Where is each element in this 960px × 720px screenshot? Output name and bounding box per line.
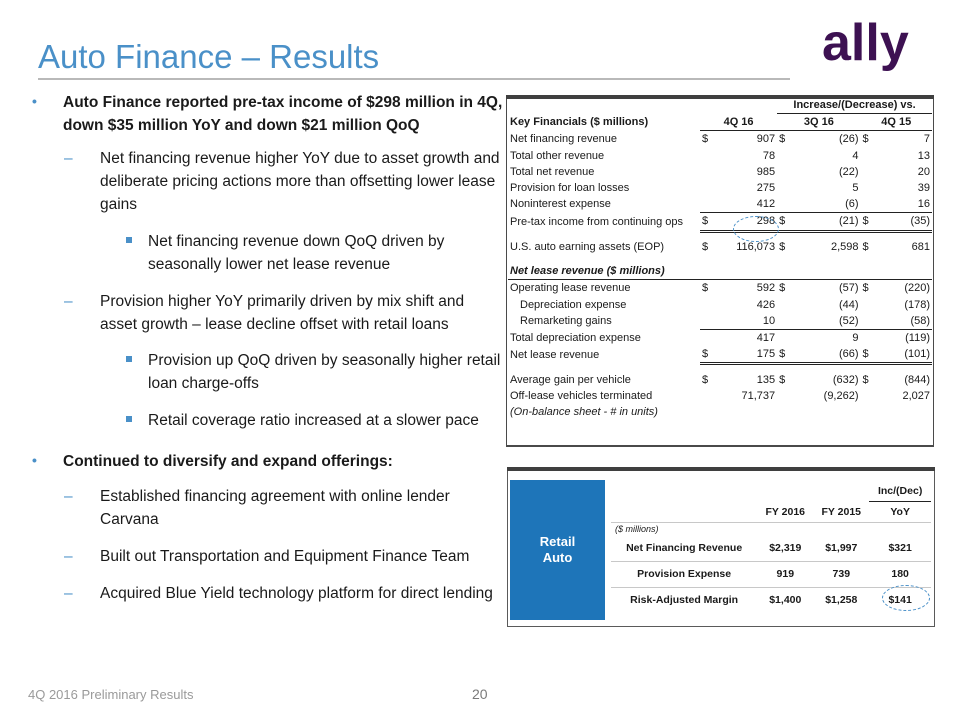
highlight-circle (733, 216, 779, 242)
units-label: ($ millions) (615, 524, 659, 534)
value-cell: 275 (756, 182, 776, 195)
value-cell: 4 (852, 149, 859, 162)
value-cell: 919 (757, 561, 813, 587)
currency-cell (777, 196, 797, 213)
currency-cell (861, 313, 881, 330)
currency-cell (700, 180, 720, 196)
value-cell: (21) (797, 213, 860, 231)
row-label: Risk-Adjusted Margin (630, 594, 739, 607)
row-label: Remarketing gains (520, 315, 612, 328)
currency-cell: $ (700, 213, 720, 231)
row-label: Net lease revenue (510, 348, 600, 361)
currency-cell (777, 388, 797, 404)
retail-label-line1: Retail (539, 534, 576, 550)
bullet-text: Acquired Blue Yield technology platform for direct lending (100, 585, 493, 602)
value-cell: (52) (797, 313, 860, 330)
row-label: Total depreciation expense (510, 331, 641, 344)
currency-cell (861, 196, 881, 213)
value-cell: (35) (881, 213, 932, 231)
blank-cell (757, 481, 813, 502)
currency-cell (777, 148, 797, 164)
footer-text: 4Q 2016 Preliminary Results (28, 687, 194, 702)
value-cell: 13 (917, 149, 930, 162)
group-header: Increase/(Decrease) vs. (777, 97, 932, 114)
value-cell: 417 (756, 332, 776, 345)
value-cell: 298 (720, 213, 777, 231)
table-row (508, 131, 932, 148)
blank-cell (700, 97, 720, 114)
value-cell: (632) (832, 373, 859, 386)
value-cell: $321 (869, 535, 931, 561)
row-label: Off-lease vehicles terminated (510, 390, 653, 403)
bullet-text: Retail coverage ratio increased at a slower pace (148, 412, 479, 430)
value-cell: 10 (720, 313, 777, 330)
value-cell: 16 (881, 196, 932, 213)
currency-cell (777, 329, 797, 346)
bullet-l2 (28, 583, 504, 606)
row-label: U.S. auto earning assets (EOP) (510, 241, 665, 254)
value-cell: (58) (881, 313, 932, 330)
currency-cell: $ (861, 213, 881, 231)
value-cell: 7 (923, 133, 930, 146)
value-cell: $1,400 (769, 594, 802, 607)
value-cell: 116,073 (736, 241, 776, 254)
value-cell: 135 (756, 373, 776, 386)
square-icon (126, 237, 132, 243)
value-cell: (178) (904, 298, 930, 311)
value-cell: 985 (756, 165, 776, 178)
table-row (508, 280, 932, 297)
value-cell: (9,262) (823, 390, 859, 403)
key-financials-table (508, 97, 932, 420)
row-label: Provision Expense (611, 561, 757, 587)
value-cell: 2,598 (830, 241, 859, 254)
blank-cell (611, 481, 757, 502)
value-cell: 2,027 (902, 390, 930, 403)
value-cell: 20 (917, 165, 930, 178)
bullet-text: Established financing agreement with online lender Carvana (100, 488, 450, 529)
bullet-l1 (28, 92, 504, 138)
value-cell: (66) (797, 346, 860, 364)
currency-cell (777, 297, 797, 313)
currency-cell (700, 297, 720, 313)
currency-cell: $ (702, 373, 709, 386)
bullet-text: Provision higher YoY primarily driven by mix shift and asset growth – lease decline offset with retail loans (100, 292, 465, 333)
value-cell: 739 (813, 561, 869, 587)
value-cell: 592 (756, 282, 776, 295)
table-row (508, 346, 932, 364)
value-cell: (844) (904, 373, 930, 386)
currency-cell: $ (779, 282, 786, 295)
title-divider (38, 78, 790, 80)
currency-cell: $ (862, 241, 869, 254)
retail-auto-label-box (510, 480, 605, 620)
currency-cell (700, 148, 720, 164)
bullet-text: Net financing revenue higher YoY due to asset growth and deliberate pricing actions more than offsetting lower lease gains (100, 149, 500, 213)
value-cell: 426 (756, 298, 776, 311)
currency-cell: $ (702, 282, 709, 295)
currency-cell (700, 388, 720, 404)
table-row (508, 239, 932, 255)
dash-icon: – (64, 585, 73, 602)
bullet-l3 (28, 410, 504, 433)
currency-cell (700, 196, 720, 213)
row-label: Net financing revenue (510, 133, 618, 146)
spacer-row (508, 255, 932, 263)
value-cell: 907 (756, 133, 776, 146)
bullet-dot-icon: • (32, 452, 37, 469)
bullet-l2 (28, 546, 504, 569)
currency-cell (861, 180, 881, 196)
dash-icon: – (64, 488, 73, 506)
currency-cell (861, 297, 881, 313)
bullet-text: Net financing revenue down QoQ driven by seasonally lower net lease revenue (148, 232, 445, 273)
currency-cell (700, 164, 720, 180)
blank-cell (720, 97, 777, 114)
table-row (508, 388, 932, 404)
table-row (508, 329, 932, 346)
value-cell: 175 (720, 346, 777, 364)
blank-cell (813, 481, 869, 502)
currency-cell: $ (702, 133, 709, 146)
table-column-header (611, 502, 931, 523)
dash-icon: – (64, 292, 73, 310)
table-group-header (508, 97, 932, 114)
value-cell: (220) (904, 282, 930, 295)
square-icon (126, 356, 132, 362)
currency-cell (700, 313, 720, 330)
bullet-text: Built out Transportation and Equipment Finance Team (100, 548, 470, 566)
row-label: Depreciation expense (520, 298, 627, 311)
bullet-dot-icon: • (32, 93, 37, 109)
currency-cell (777, 313, 797, 330)
units-row (611, 523, 931, 536)
table-row (611, 535, 931, 561)
blank-cell (508, 255, 700, 263)
column-header: Key Financials ($ millions) (510, 116, 649, 129)
row-label: Operating lease revenue (510, 282, 631, 295)
blank-cell (508, 97, 700, 114)
value-cell: 412 (720, 196, 777, 213)
row-label: Total other revenue (510, 149, 605, 162)
table-group-header (611, 481, 931, 502)
table-row (508, 372, 932, 388)
currency-cell: $ (861, 346, 881, 364)
currency-cell: $ (702, 241, 709, 254)
value-cell: $2,319 (757, 535, 813, 561)
table-row (508, 164, 932, 180)
value-cell: 78 (762, 149, 776, 162)
blank-cell (508, 364, 700, 372)
currency-cell (861, 148, 881, 164)
table-note: (On-balance sheet - # in units) (510, 406, 658, 419)
value-cell: 681 (911, 241, 930, 254)
currency-cell: $ (779, 133, 786, 146)
bullet-l3 (28, 231, 504, 277)
row-label: Noninterest expense (510, 198, 611, 211)
value-cell: (26) (838, 133, 859, 146)
section-header: Net lease revenue ($ millions) (508, 263, 932, 280)
page-title: Auto Finance – Results (38, 38, 380, 75)
currency-cell (777, 180, 797, 196)
retail-label-line2: Auto (542, 550, 573, 565)
table-row (508, 313, 932, 330)
currency-cell: $ (862, 373, 869, 386)
blank-cell (611, 502, 757, 523)
page-number: 20 (472, 686, 488, 702)
row-label: Pre-tax income from continuing ops (510, 215, 684, 228)
table-row (508, 148, 932, 164)
square-icon (126, 416, 132, 422)
value-cell: 9 (852, 332, 859, 345)
currency-cell (777, 164, 797, 180)
value-cell: $1,997 (813, 535, 869, 561)
dash-icon: – (64, 548, 73, 566)
bullet-list (28, 92, 504, 620)
value-cell: (6) (797, 196, 860, 213)
currency-cell: $ (777, 346, 797, 364)
column-header: FY 2016 (757, 502, 813, 523)
value-cell: (44) (838, 298, 859, 311)
currency-cell (861, 164, 881, 180)
value-cell: $1,258 (825, 594, 858, 607)
value-cell: 39 (917, 182, 930, 195)
bullet-l2 (28, 291, 504, 337)
currency-cell: $ (862, 282, 869, 295)
currency-cell: $ (700, 346, 720, 364)
currency-cell (861, 388, 881, 404)
currency-cell (861, 329, 881, 346)
bullet-l3 (28, 350, 504, 396)
table-row (508, 213, 932, 231)
value-cell: $141 (888, 594, 912, 607)
currency-cell (700, 329, 720, 346)
retail-auto-top-bar (507, 467, 935, 471)
column-header: FY 2015 (813, 502, 869, 523)
currency-cell: $ (779, 373, 786, 386)
bullet-l2 (28, 486, 504, 532)
spacer-row (508, 231, 932, 239)
value-cell: (57) (838, 282, 859, 295)
row-label: Net Financing Revenue (611, 535, 757, 561)
value-cell: (22) (838, 165, 859, 178)
value-cell: 180 (869, 561, 931, 587)
section-header-row (508, 263, 932, 280)
spacer-row (508, 364, 932, 372)
logo-text: ally (822, 14, 909, 72)
currency-cell: $ (779, 241, 786, 254)
ally-logo (822, 14, 924, 82)
value-cell: 5 (852, 182, 859, 195)
bullet-text: Continued to diversify and expand offerings: (63, 453, 393, 471)
row-label: Provision for loan losses (510, 182, 630, 195)
table-row (508, 196, 932, 213)
table-row (508, 180, 932, 196)
blank-cell (508, 231, 700, 239)
bullet-text: Auto Finance reported pre-tax income of $298 million in 4Q, down $35 million YoY and down $21 million QoQ (63, 94, 503, 134)
value-cell: (101) (881, 346, 932, 364)
bullet-l2 (28, 148, 504, 217)
column-header: YoY (869, 502, 931, 523)
column-header: 4Q 15 (861, 114, 932, 131)
note-row (508, 404, 932, 420)
value-cell: (119) (905, 332, 930, 345)
table-row (611, 561, 931, 587)
dash-icon: – (64, 149, 73, 167)
group-header: Inc/(Dec) (869, 481, 931, 502)
column-header: 3Q 16 (777, 114, 860, 131)
currency-cell: $ (862, 133, 869, 146)
row-label: Total net revenue (510, 165, 595, 178)
table-row (508, 297, 932, 313)
row-label: Average gain per vehicle (510, 373, 631, 386)
highlight-circle (882, 585, 930, 611)
bullet-l1 (28, 451, 504, 474)
value-cell: 71,737 (741, 390, 776, 403)
column-header: 4Q 16 (700, 114, 777, 131)
table-column-header (508, 114, 932, 131)
currency-cell: $ (777, 213, 797, 231)
bullet-text: Provision up QoQ driven by seasonally higher retail loan charge-offs (148, 352, 501, 393)
